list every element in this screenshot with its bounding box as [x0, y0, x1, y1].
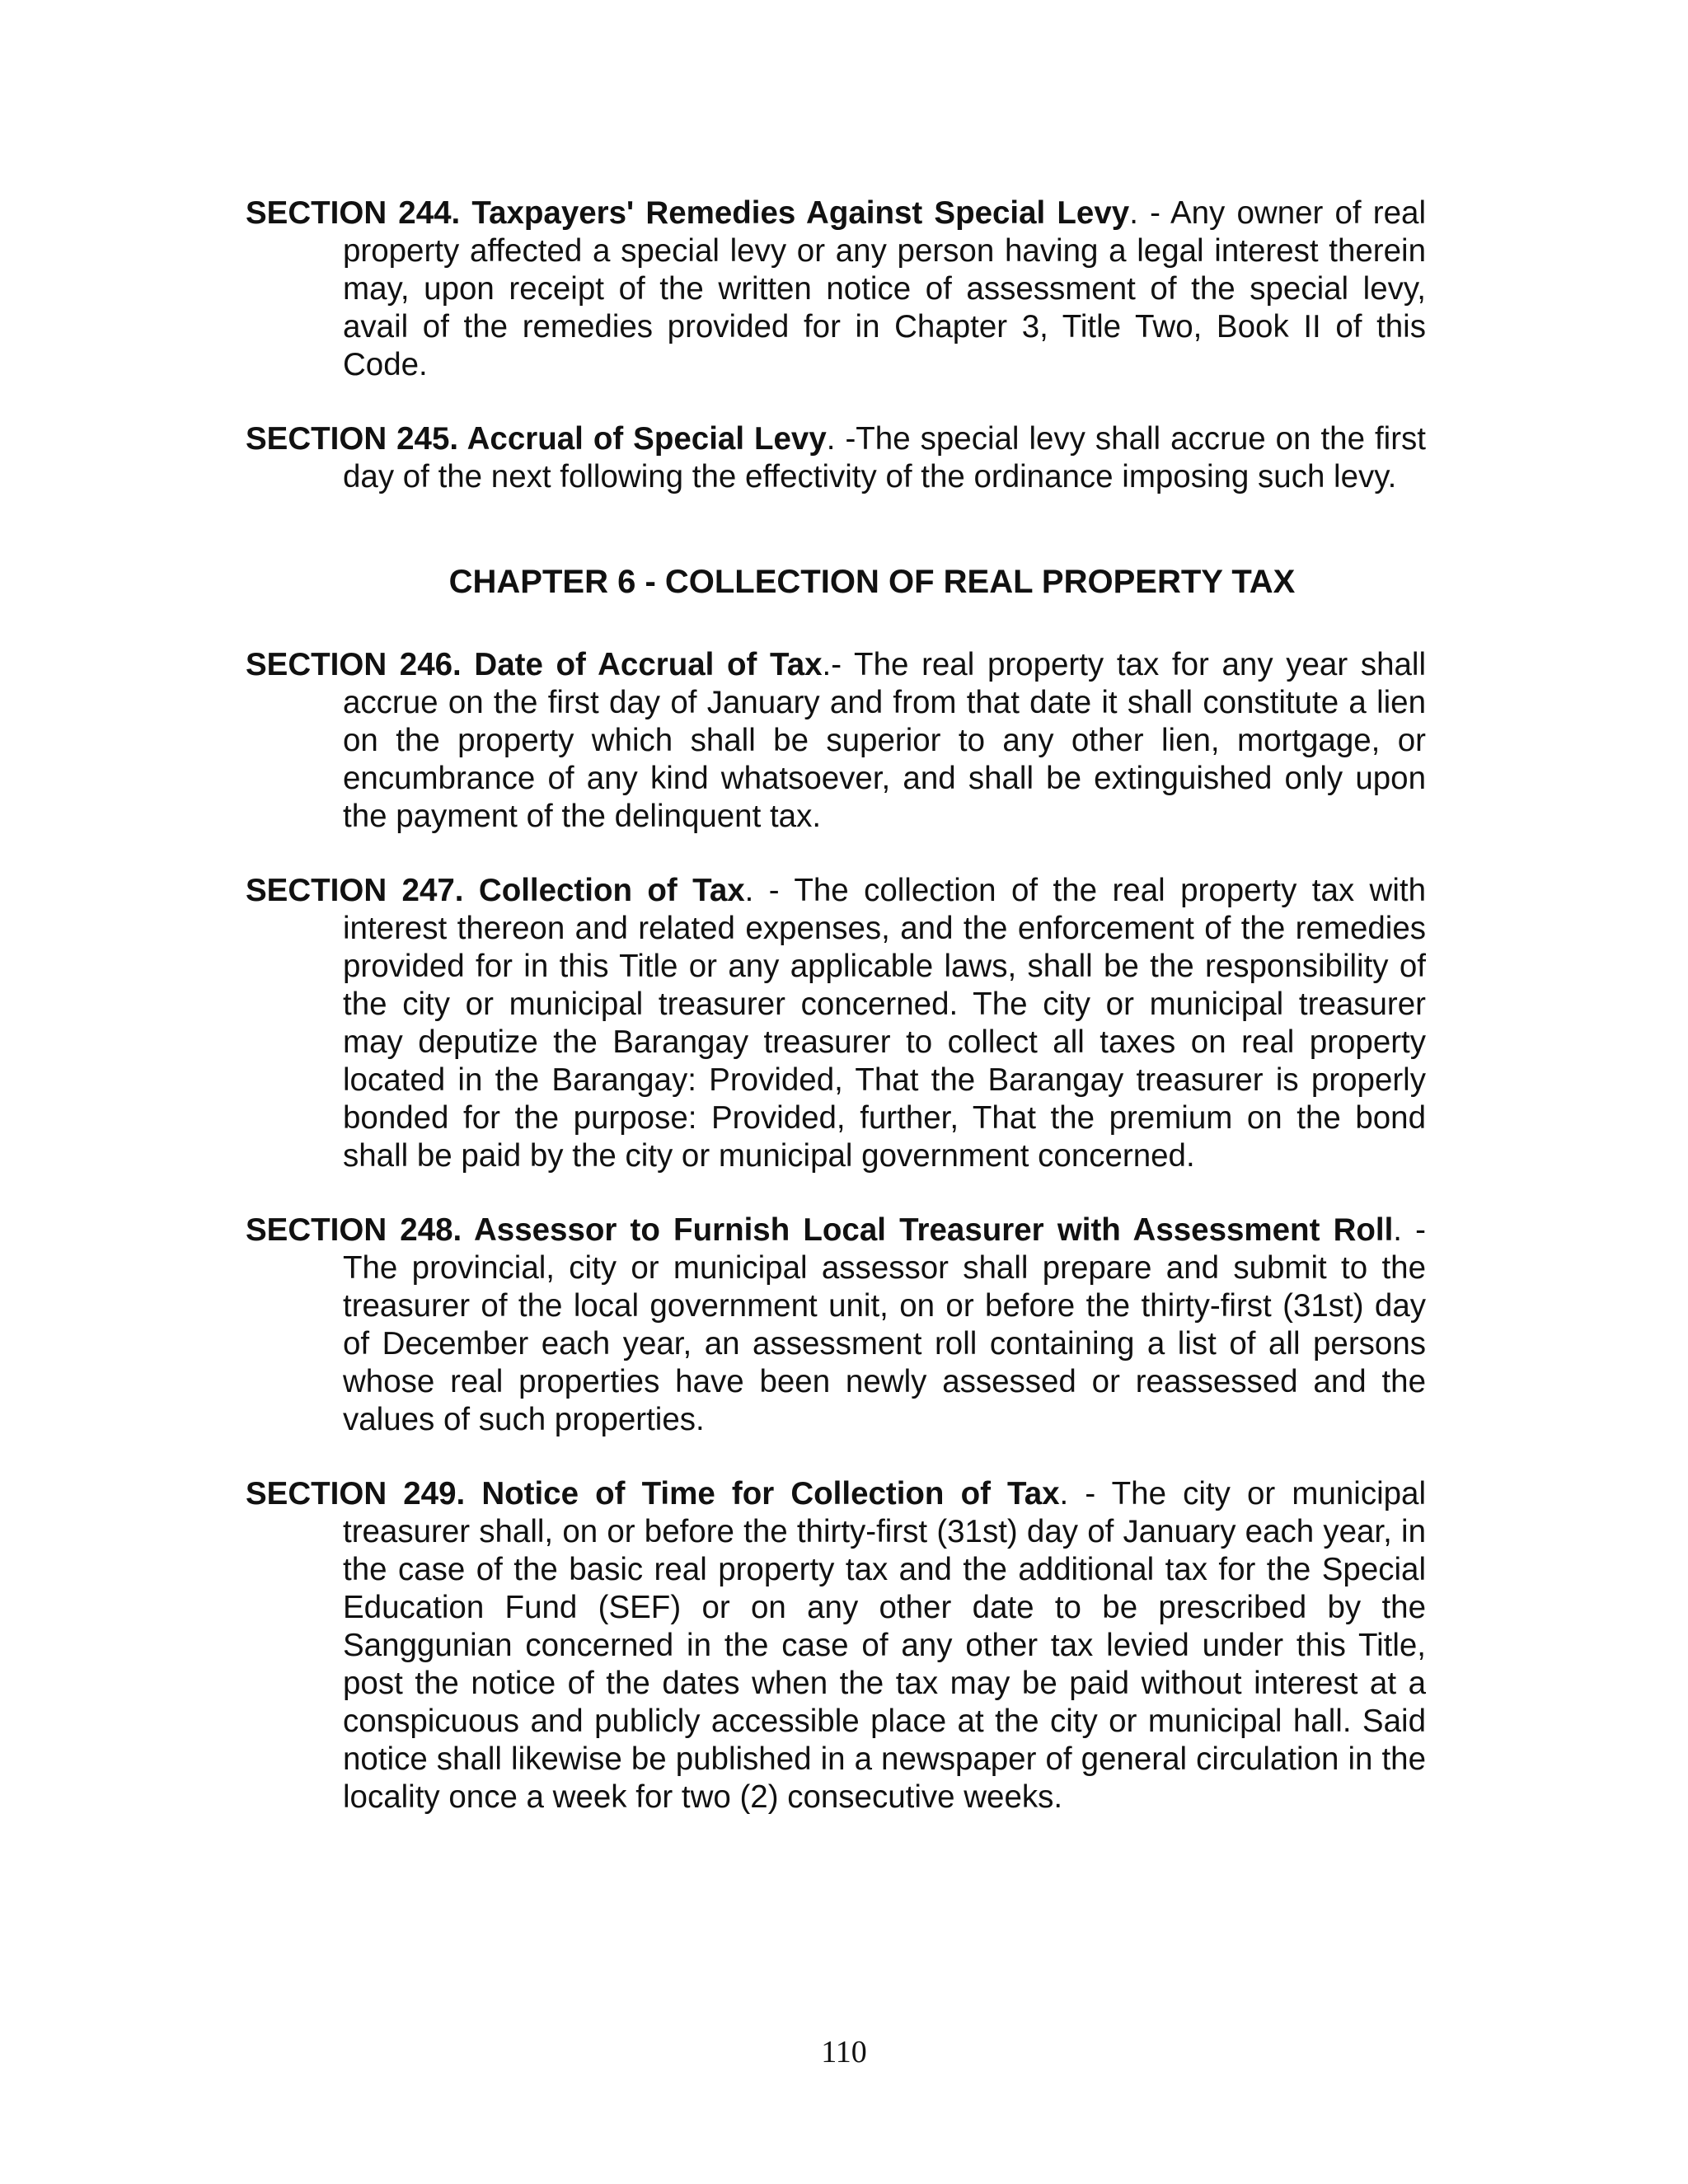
section-247-heading: SECTION 247. Collection of Tax: [246, 873, 745, 908]
section-248: [246, 1212, 1426, 1439]
section-249-body: . - The city or municipal treasurer shall, on or before the thirty-first (31st) day of January each year, in the case of the basic real property tax and the additional tax for the Special Education Fund (SEF) or on any other date to be prescribed by the Sanggunian concerned in the case of any other tax levied under this Title, post the notice of the dates when the tax may be paid without interest at a conspicuous and publicly accessible place at the city or municipal hall. Said notice shall likewise be published in a newspaper of general circulation in the locality once a week for two (2) consecutive weeks.: [343, 1476, 1426, 1815]
section-244-heading: SECTION 244. Taxpayers' Remedies Against Special Levy: [246, 195, 1130, 231]
section-247: [246, 872, 1426, 1175]
section-245-body: . -The special levy shall accrue on the first day of the next following the effectivity of the ordinance imposing such levy.: [343, 421, 1426, 494]
section-244-body: . - Any owner of real property affected a special levy or any person having a legal interest therein may, upon receipt of the written notice of assessment of the special levy, avail of the remedies provided for in Chapter 3, Title Two, Book II of this Code.: [343, 195, 1427, 382]
spacer: [246, 1175, 1426, 1212]
section-246-heading: SECTION 246. Date of Accrual of Tax: [246, 647, 823, 682]
section-249-heading: SECTION 249. Notice of Time for Collection of Tax: [246, 1476, 1060, 1511]
section-248-body: . - The provincial, city or municipal assessor shall prepare and submit to the treasurer of the local government unit, on or before the thirty-first (31st) day of December each year, an assessment roll containing a list of all persons whose real properties have been newly assessed or reassessed and the values of such properties.: [343, 1212, 1426, 1437]
section-248-heading: SECTION 248. Assessor to Furnish Local Treasurer with Assessment Roll: [246, 1212, 1394, 1248]
section-245: [246, 420, 1426, 496]
spacer: [246, 1439, 1426, 1475]
chapter-heading: CHAPTER 6 - COLLECTION OF REAL PROPERTY TAX: [448, 564, 1296, 600]
spacer: [246, 602, 1426, 646]
section-246: [246, 646, 1426, 836]
section-244: [246, 194, 1426, 384]
page-content: [246, 194, 1426, 1816]
section-249: [246, 1475, 1426, 1816]
section-246-body: .- The real property tax for any year shall accrue on the first day of January and from that date it shall constitute a lien on the property which shall be superior to any other lien, mortgage, or encumbrance of any kind whatsoever, and shall be extinguished only upon the payment of the delinquent tax.: [343, 647, 1427, 834]
spacer: [246, 836, 1426, 872]
spacer: [246, 384, 1426, 420]
spacer: [246, 496, 1426, 562]
page-number: 110: [821, 2035, 867, 2069]
section-245-heading: SECTION 245. Accrual of Special Levy: [246, 421, 827, 457]
section-247-body: . - The collection of the real property tax with interest thereon and related expenses, and the enforcement of the remedies provided for in this Title or any applicable laws, shall be the responsibility of the city or municipal treasurer concerned. The city or municipal treasurer may deputize the Barangay treasurer to collect all taxes on real property located in the Barangay: Provided, That the Barangay treasurer is properly bonded for the purpose: Provided, further, That the premium on the bond shall be paid by the city or municipal government concerned.: [343, 873, 1426, 1174]
